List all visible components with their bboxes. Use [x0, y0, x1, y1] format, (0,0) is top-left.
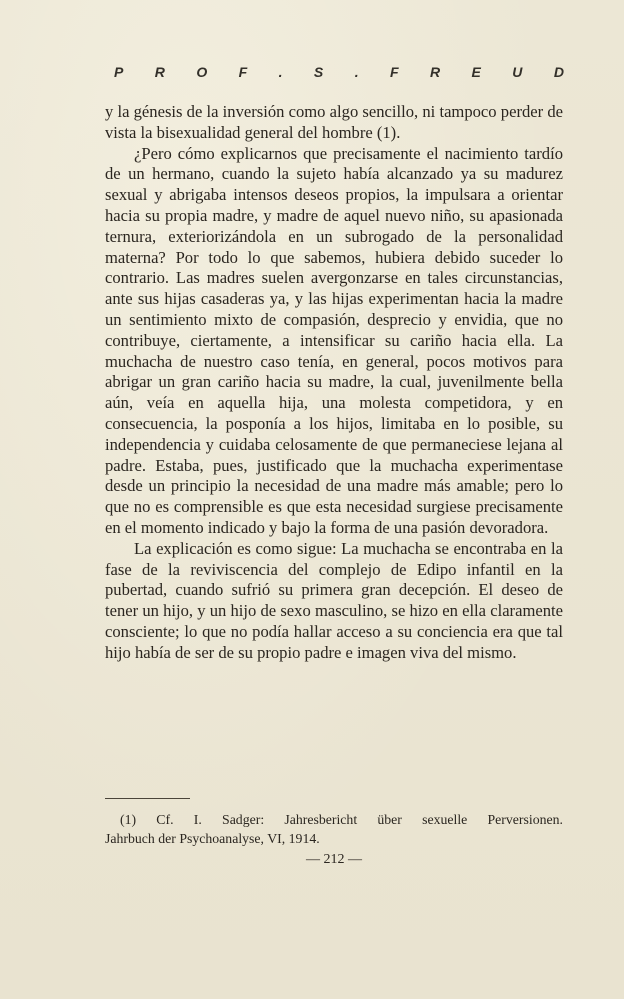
running-head-letter: S [313, 64, 324, 80]
page-number: — 212 — [306, 852, 362, 867]
paragraph: La explicación es como sigue: La muchacha se encontraba en la fase de la reviviscencia del complejo de Edipo infantil en la pubertad, cuando sufrió su primera gran decepción. El deseo de tener un hijo, y un hijo de sexo masculino, se hizo en ella claramente consciente; lo que no podía hallar acceso a su conciencia era que tal hijo había de ser de su propio padre e imagen viva del mismo. [105, 538, 563, 662]
body-text [105, 102, 563, 664]
running-head-letter: U [512, 64, 523, 80]
running-head-letter: E [471, 64, 481, 80]
footnote-line: Jahrbuch der Psychoanalyse, VI, 1914. [105, 831, 320, 846]
footnote [105, 810, 563, 848]
running-head-letter: R [429, 64, 441, 80]
running-head-letter: F [238, 64, 248, 80]
running-head [114, 64, 564, 84]
running-head-letter: F [390, 64, 399, 80]
paragraph-continuation: y la génesis de la inversión como algo sencillo, ni tampoco perder de vista la bisexualidad general del hombre (1). [105, 102, 563, 142]
running-head-letter: . [278, 64, 283, 80]
running-head-letter: . [354, 64, 359, 80]
footnote-divider [105, 798, 190, 799]
running-head-letter: O [196, 64, 208, 80]
paragraph: ¿Pero cómo explicarnos que precisamente el nacimiento tardío de un hermano, cuando la sujeto había alcanzado ya su madurez sexual y abrigaba intensos deseos propios, la impulsara a orientar hacia su propia madre, y madre de aquel nuevo niño, su apasionada ternura, exteriorizándola en un subrogado de la personalidad materna? Por todo lo que sabemos, hubiera debido suceder lo contrario. Las madres suelen avergonzarse en tales circunstancias, ante sus hijas casaderas ya, y las hijas experimentan hacia la madre un sentimiento mixto de compasión, desprecio y envidia, que no contribuye, ciertamente, a intensificar su cariño hacia ella. La muchacha de nuestro caso tenía, en general, pocos motivos para abrigar un gran cariño hacia su madre, la cual, juvenilmente bella aún, veía en aquella hija, una molesta competidora, y en consecuencia, la posponía a los hijos, limitaba en lo posible, su independencia y cuidaba celosamente de que permaneciese lejana al padre. Estaba, pues, justificado que la muchacha experimentase desde un principio la necesidad de una madre más amable; pero lo que no es comprensible es que esta necesidad surgiese precisamente en el momento indicado y bajo la forma de una pasión devoradora. [105, 143, 563, 537]
running-head-letter: D [553, 64, 564, 80]
running-head-letter: P [114, 64, 124, 80]
footnote-line: (1) Cf. I. Sadger: Jahresbericht über sexuelle Perversionen. [120, 812, 563, 827]
running-head-letter: R [154, 64, 165, 80]
